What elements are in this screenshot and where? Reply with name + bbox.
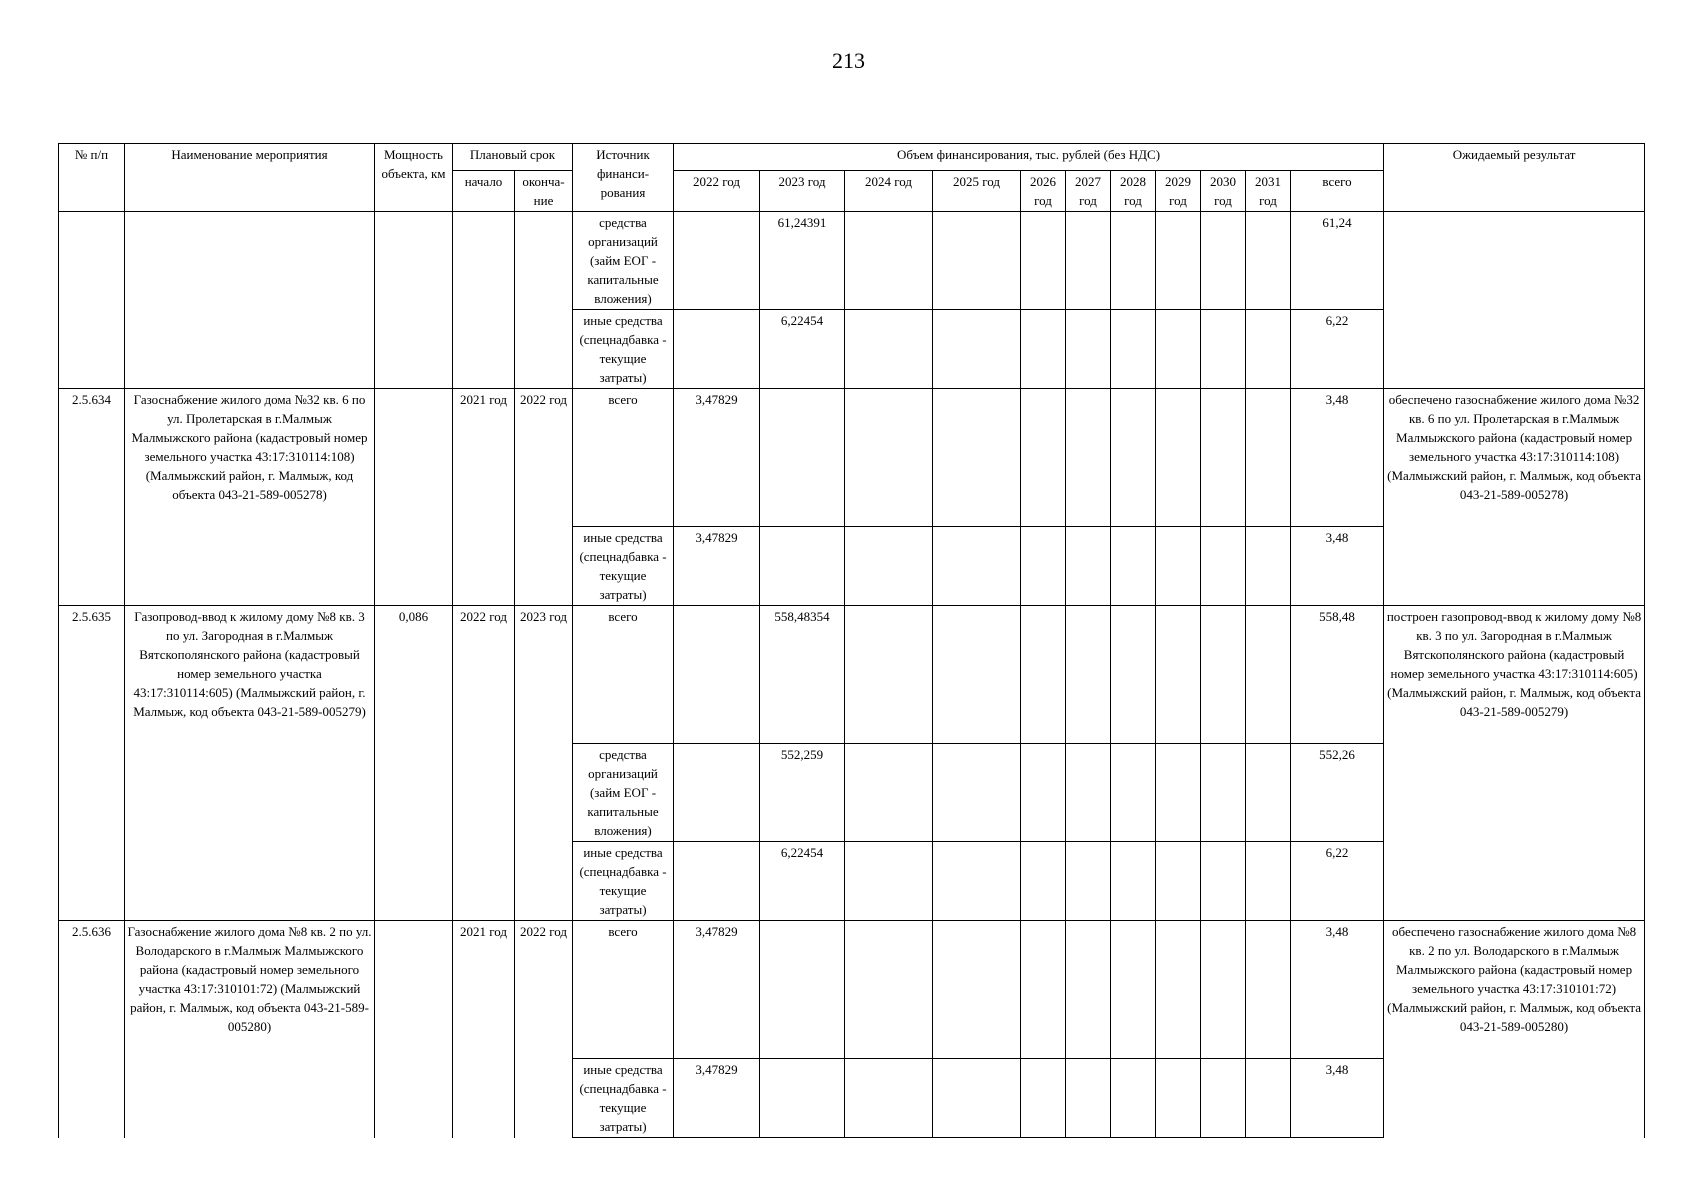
item-result: обеспечено газоснабжение жилого дома №32 кв. 6 по ул. Пролетарская в г.Малмыж Малмыжского района (кадастровый номер земельного участка 43:17:310114:108) (Малмыжский район, г. Малмыж, код объекта 043-21-589-005278): [1384, 389, 1645, 606]
header-year: 2026 год: [1021, 171, 1066, 212]
value-2023: 6,22454: [760, 310, 845, 389]
item-end: 2023 год: [515, 606, 573, 921]
item-number: 2.5.635: [59, 606, 125, 921]
financing-table: [58, 143, 1645, 1138]
item-number: 2.5.634: [59, 389, 125, 606]
value-2023: [760, 389, 845, 527]
item-end: 2022 год: [515, 389, 573, 606]
item-result: обеспечено газоснабжение жилого дома №8 кв. 2 по ул. Володарского в г.Малмыж Малмыжского района (кадастровый номер земельного участка 43:17:310101:72) (Малмыжский район, г. Малмыж, код объекта 043-21-589-005280): [1384, 921, 1645, 1138]
value-2022: 3,47829: [674, 389, 760, 527]
source-cell: средства организаций (займ ЕОГ - капитальные вложения): [573, 744, 674, 842]
value-total: 61,24: [1291, 212, 1384, 310]
header-year: 2022 год: [674, 171, 760, 212]
source-cell: всего: [573, 606, 674, 744]
header-total: всего: [1291, 171, 1384, 212]
item-start: 2022 год: [453, 606, 515, 921]
header-start: начало: [453, 171, 515, 212]
value-2022: 3,47829: [674, 527, 760, 606]
header-year: 2029 год: [1156, 171, 1201, 212]
source-cell: всего: [573, 921, 674, 1059]
header-year: 2027 год: [1066, 171, 1111, 212]
header-year: 2025 год: [933, 171, 1021, 212]
item-power: 0,086: [375, 606, 453, 921]
header-volume: Объем финансирования, тыс. рублей (без НДС): [674, 144, 1384, 171]
value-2022: [674, 744, 760, 842]
value-2022: [674, 842, 760, 921]
header-year: 2031 год: [1246, 171, 1291, 212]
value-2023: 558,48354: [760, 606, 845, 744]
header-end: оконча-ние: [515, 171, 573, 212]
value-total: 552,26: [1291, 744, 1384, 842]
value-total: 558,48: [1291, 606, 1384, 744]
value-2022: 3,47829: [674, 1059, 760, 1138]
header-num: № п/п: [59, 144, 125, 212]
item-name: Газоснабжение жилого дома №32 кв. 6 по ул. Пролетарская в г.Малмыж Малмыжского района (кадастровый номер земельного участка 43:17:310114:108) (Малмыжский район, г. Малмыж, код объекта 043-21-589-005278): [125, 389, 375, 606]
table-row: [59, 606, 1645, 744]
value-total: 3,48: [1291, 389, 1384, 527]
item-number: 2.5.636: [59, 921, 125, 1138]
value-2023: 552,259: [760, 744, 845, 842]
header-source: Источник финанси-рования: [573, 144, 674, 212]
value-2023: [760, 921, 845, 1059]
header-year: 2030 год: [1201, 171, 1246, 212]
item-start: 2021 год: [453, 389, 515, 606]
value-2023: 6,22454: [760, 842, 845, 921]
table-row: [59, 389, 1645, 527]
page-number: 213: [832, 48, 865, 73]
item-result: построен газопровод-ввод к жилому дому №8 кв. 3 по ул. Загородная в г.Малмыж Вятскополянского района (кадастровый номер земельного участка 43:17:310114:605) (Малмыжский район, г. Малмыж, код объекта 043-21-589-005279): [1384, 606, 1645, 921]
header-year: 2023 год: [760, 171, 845, 212]
value-total: 3,48: [1291, 921, 1384, 1059]
item-start: 2021 год: [453, 921, 515, 1138]
item-name: Газоснабжение жилого дома №8 кв. 2 по ул. Володарского в г.Малмыж Малмыжского района (кадастровый номер земельного участка 43:17:310101:72) (Малмыжский район, г. Малмыж, код объекта 043-21-589-005280): [125, 921, 375, 1138]
header-year: 2028 год: [1111, 171, 1156, 212]
table-row: [59, 212, 1645, 310]
source-cell: всего: [573, 389, 674, 527]
header-name: Наименование мероприятия: [125, 144, 375, 212]
source-cell: иные средства (спецнадбавка - текущие затраты): [573, 527, 674, 606]
header-year: 2024 год: [845, 171, 933, 212]
value-total: 6,22: [1291, 842, 1384, 921]
table-row: [59, 921, 1645, 1059]
item-end: 2022 год: [515, 921, 573, 1138]
item-name: Газопровод-ввод к жилому дому №8 кв. 3 по ул. Загородная в г.Малмыж Вятскополянского района (кадастровый номер земельного участка 43:17:310114:605) (Малмыжский район, г. Малмыж, код объекта 043-21-589-005279): [125, 606, 375, 921]
value-2023: 61,24391: [760, 212, 845, 310]
value-total: 3,48: [1291, 527, 1384, 606]
source-cell: средства организаций (займ ЕОГ - капитальные вложения): [573, 212, 674, 310]
value-2022: 3,47829: [674, 921, 760, 1059]
header-period: Плановый срок: [453, 144, 573, 171]
header-result: Ожидаемый результат: [1384, 144, 1645, 212]
source-cell: иные средства (спецнадбавка - текущие затраты): [573, 310, 674, 389]
header-power: Мощность объекта, км: [375, 144, 453, 212]
value-total: 3,48: [1291, 1059, 1384, 1138]
item-power: [375, 389, 453, 606]
value-2022: [674, 606, 760, 744]
value-total: 6,22: [1291, 310, 1384, 389]
value-2023: [760, 527, 845, 606]
source-cell: иные средства (спецнадбавка - текущие затраты): [573, 842, 674, 921]
value-2023: [760, 1059, 845, 1138]
item-power: [375, 921, 453, 1138]
source-cell: иные средства (спецнадбавка - текущие затраты): [573, 1059, 674, 1138]
